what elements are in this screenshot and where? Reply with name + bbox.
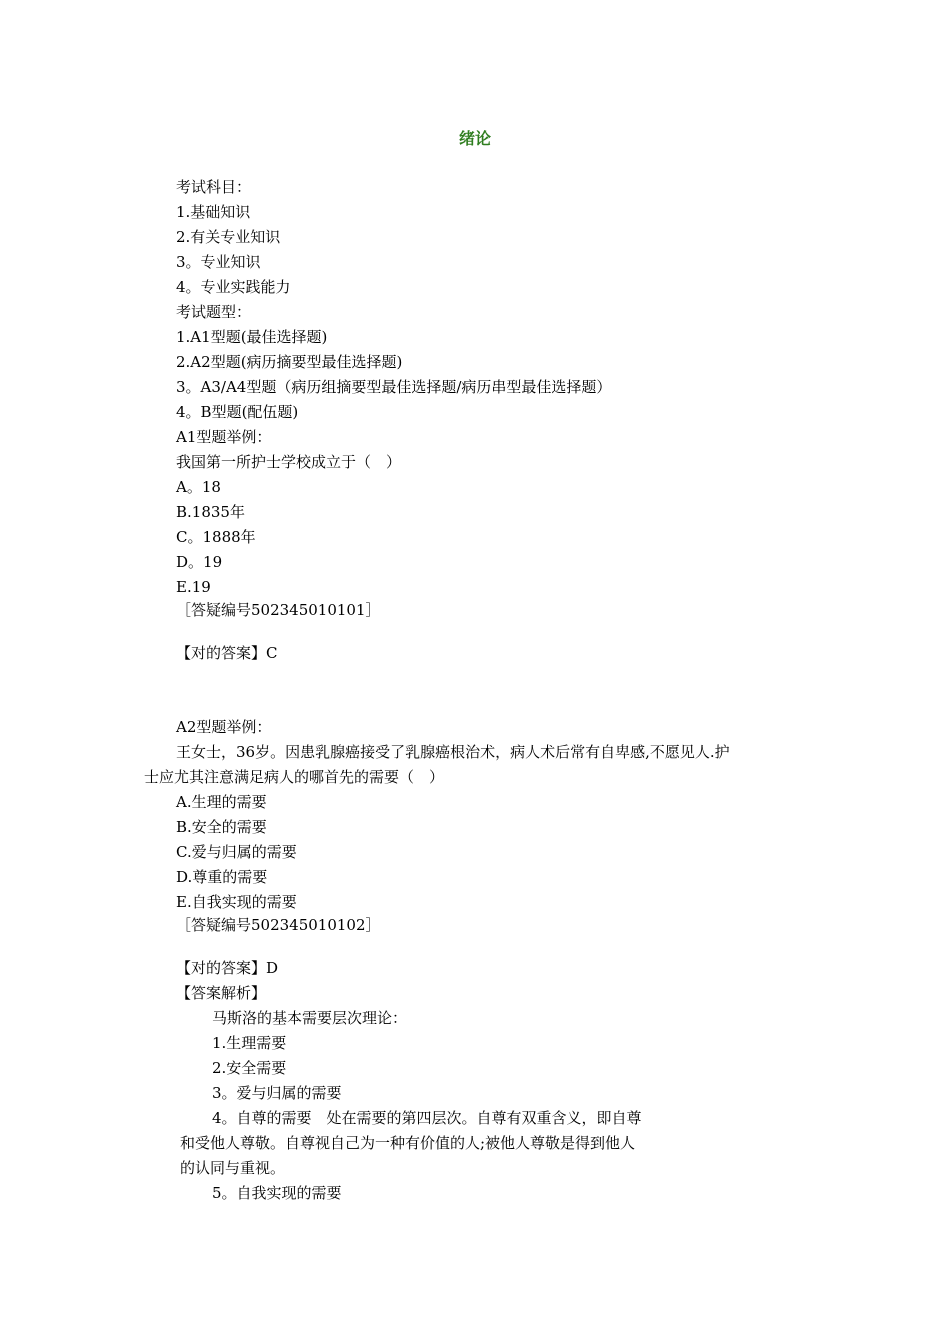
a2-option-e: E.自我实现的需要 [176,893,297,911]
a1-correct-answer: 【对的答案】C [176,644,278,662]
subject-4: 4。专业实践能力 [176,278,291,296]
maslow-theory-heading: 马斯洛的基本需要层次理论： [212,1009,408,1027]
page-title: 绪论 [458,129,491,148]
question-type-1: 1.A1型题(最佳选择题) [176,328,328,346]
a1-option-e: E.19 [176,578,211,596]
maslow-need-5: 5。自我实现的需要 [212,1184,342,1202]
a1-qa-number: ［答疑编号502345010101］ [176,601,381,619]
maslow-need-2: 2.安全需要 [212,1059,287,1077]
question-type-4: 4。B型题(配伍题) [176,403,299,421]
a1-option-a: A。18 [176,478,221,496]
exam-subjects-heading: 考试科目： [176,178,252,196]
subject-3: 3。专业知识 [176,253,261,271]
a1-question: 我国第一所护士学校成立于（ ） [176,453,402,471]
question-type-3: 3。A3/A4型题（病历组摘要型最佳选择题/病历串型最佳选择题） [176,378,612,396]
a1-example-heading: A1型题举例： [176,428,272,446]
a2-option-a: A.生理的需要 [176,793,267,811]
maslow-need-3: 3。爱与归属的需要 [212,1084,342,1102]
question-type-2: 2.A2型题(病历摘要型最佳选择题) [176,353,403,371]
maslow-need-4-line-2: 和受他人尊敬。自尊视自己为一种有价值的人;被他人尊敬是得到他人 [180,1134,636,1152]
a2-question-line-1: 王女士，36岁。因患乳腺癌接受了乳腺癌根治术，病人术后常有自卑感,不愿见人.护 [176,743,730,761]
a2-option-c: C.爱与归属的需要 [176,843,297,861]
a1-option-c: C。1888年 [176,528,256,546]
a2-option-d: D.尊重的需要 [176,868,268,886]
a2-question-line-2: 士应尤其注意满足病人的哪首先的需要（ ） [144,768,445,786]
question-types-heading: 考试题型： [176,303,252,321]
answer-analysis-heading: 【答案解析】 [176,984,267,1002]
a2-correct-answer: 【对的答案】D [176,959,279,977]
subject-2: 2.有关专业知识 [176,228,281,246]
a2-option-b: B.安全的需要 [176,818,267,836]
a2-qa-number: ［答疑编号502345010102］ [176,916,381,934]
subject-1: 1.基础知识 [176,203,251,221]
maslow-need-4-line-3: 的认同与重视。 [180,1159,286,1177]
a1-option-d: D。19 [176,553,223,571]
a2-example-heading: A2型题举例： [176,718,272,736]
maslow-need-1: 1.生理需要 [212,1034,287,1052]
maslow-need-4-line-1: 4。自尊的需要 处在需要的第四层次。自尊有双重含义，即自尊 [212,1109,642,1127]
a1-option-b: B.1835年 [176,503,245,521]
